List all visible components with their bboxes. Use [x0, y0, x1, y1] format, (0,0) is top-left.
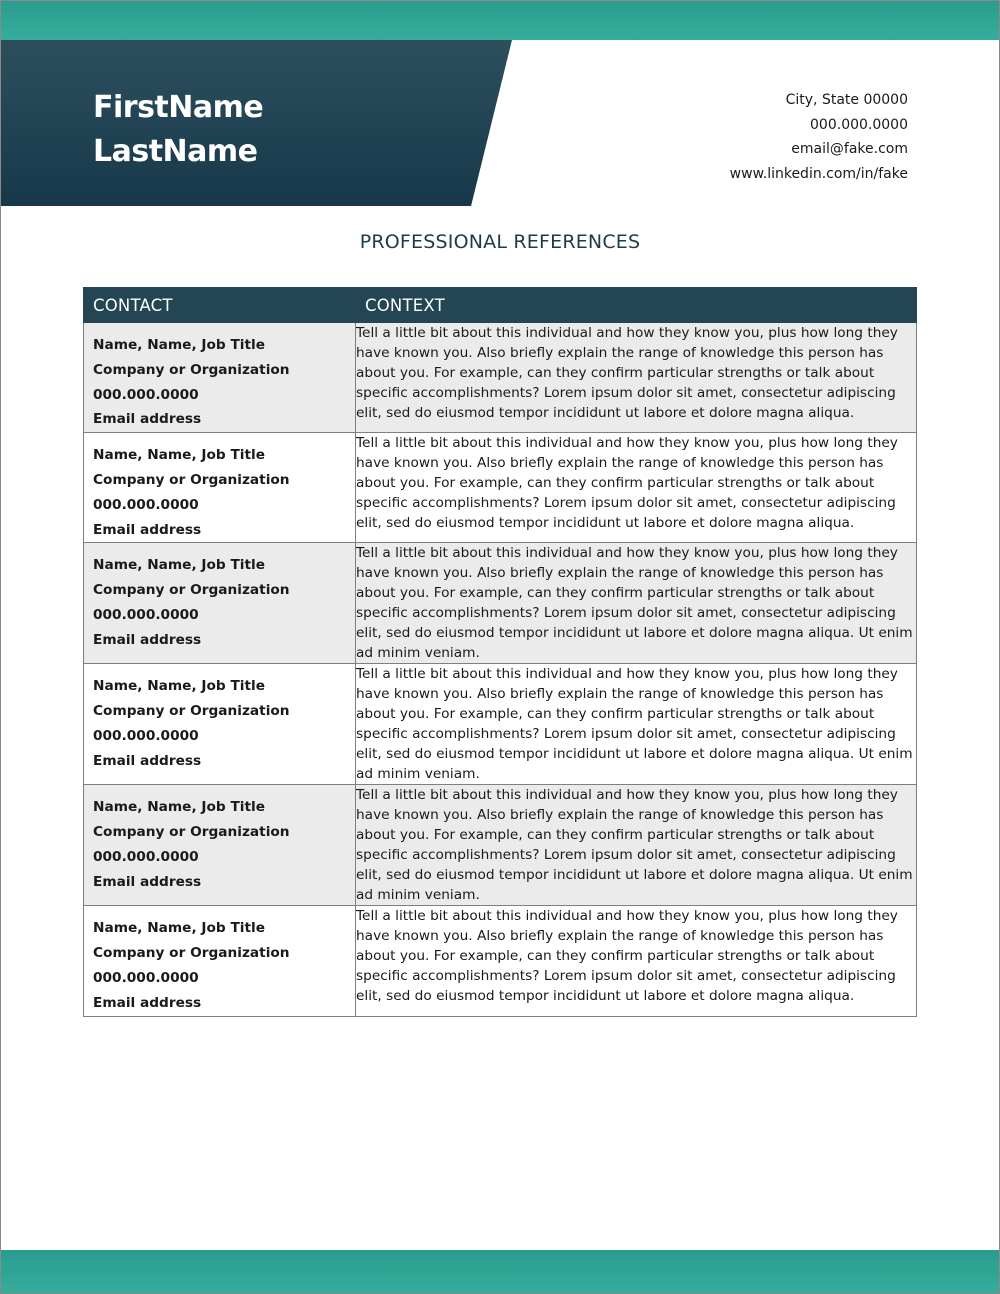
reference-name: Name, Name, Job Title — [93, 557, 266, 574]
reference-name: Name, Name, Job Title — [93, 447, 266, 464]
reference-phone: 000.000.0000 — [93, 496, 199, 513]
reference-email: Email address — [93, 752, 202, 769]
bottom-accent-bar — [0, 1250, 1000, 1294]
context-cell: Tell a little bit about this individual and how they know you, plus how long they have known you. Also briefly explain the range of knowledge this person has about you. For example, can they confirm particular strengths or talk about specific accomplishments? Lorem ipsum dolor sit amet, consectetur adipiscing elit, sed do eiusmod tempor incididunt ut labore et dolore magna aliqua. — [356, 323, 917, 433]
context-cell: Tell a little bit about this individual and how they know you, plus how long they have known you. Also briefly explain the range of knowledge this person has about you. For example, can they confirm particular strengths or talk about specific accomplishments? Lorem ipsum dolor sit amet, consectetur adipiscing elit, sed do eiusmod tempor incididunt ut labore et dolore magna aliqua. Ut enim ad minim veniam. — [356, 543, 917, 664]
page-title: PROFESSIONAL REFERENCES — [359, 231, 641, 253]
reference-phone: 000.000.0000 — [93, 606, 199, 623]
reference-company: Company or Organization — [93, 361, 290, 378]
reference-email: Email address — [93, 994, 202, 1011]
contact-cell — [84, 433, 356, 543]
context-cell: Tell a little bit about this individual and how they know you, plus how long they have known you. Also briefly explain the range of knowledge this person has about you. For example, can they confirm particular strengths or talk about specific accomplishments? Lorem ipsum dolor sit amet, consectetur adipiscing elit, sed do eiusmod tempor incididunt ut labore et dolore magna aliqua. — [356, 433, 917, 543]
city-state: City, State 00000 — [785, 92, 908, 108]
reference-email: Email address — [93, 631, 202, 648]
reference-company: Company or Organization — [93, 582, 290, 599]
reference-company: Company or Organization — [93, 945, 290, 962]
reference-phone: 000.000.0000 — [93, 969, 199, 986]
reference-name: Name, Name, Job Title — [93, 337, 266, 353]
context-cell: Tell a little bit about this individual and how they know you, plus how long they have known you. Also briefly explain the range of knowledge this person has about you. For example, can they confirm particular strengths or talk about specific accomplishments? Lorem ipsum dolor sit amet, consectetur adipiscing elit, sed do eiusmod tempor incididunt ut labore et dolore magna aliqua. Ut enim ad minim veniam. — [356, 785, 917, 906]
reference-name: Name, Name, Job Title — [93, 920, 266, 937]
reference-phone: 000.000.0000 — [93, 848, 199, 865]
table-row — [84, 906, 917, 1016]
table-header-row — [84, 288, 917, 323]
table-row — [84, 543, 917, 664]
last-name: LastName — [93, 134, 258, 169]
table-row — [84, 785, 917, 906]
contact-cell — [84, 906, 356, 1016]
context-cell: Tell a little bit about this individual and how they know you, plus how long they have known you. Also briefly explain the range of knowledge this person has about you. For example, can they confirm particular strengths or talk about specific accomplishments? Lorem ipsum dolor sit amet, consectetur adipiscing elit, sed do eiusmod tempor incididunt ut labore et dolore magna aliqua. — [356, 906, 917, 1016]
reference-phone: 000.000.0000 — [93, 727, 199, 744]
reference-name: Name, Name, Job Title — [93, 678, 266, 695]
contact-cell — [84, 543, 356, 664]
reference-company: Company or Organization — [93, 824, 290, 841]
linkedin-url: www.linkedin.com/in/fake — [729, 166, 908, 183]
reference-email: Email address — [93, 873, 202, 890]
reference-email: Email address — [93, 521, 202, 538]
references-table — [83, 287, 917, 1017]
top-accent-bar — [0, 0, 1000, 40]
table-row — [84, 664, 917, 785]
email-address: email@fake.com — [791, 141, 908, 158]
contact-info — [730, 88, 908, 187]
context-cell: Tell a little bit about this individual and how they know you, plus how long they have known you. Also briefly explain the range of knowledge this person has about you. For example, can they confirm particular strengths or talk about specific accomplishments? Lorem ipsum dolor sit amet, consectetur adipiscing elit, sed do eiusmod tempor incididunt ut labore et dolore magna aliqua. Ut enim ad minim veniam. — [356, 664, 917, 785]
reference-phone: 000.000.0000 — [93, 386, 199, 403]
reference-company: Company or Organization — [93, 471, 290, 488]
contact-cell — [84, 785, 356, 906]
contact-cell — [84, 323, 356, 433]
reference-email: Email address — [93, 411, 202, 428]
table-row — [84, 433, 917, 543]
first-name: FirstName — [93, 90, 264, 125]
contact-cell — [84, 664, 356, 785]
phone-number: 000.000.0000 — [810, 116, 908, 133]
column-header-context: CONTEXT — [356, 288, 917, 323]
table-row — [84, 323, 917, 433]
column-header-contact: CONTACT — [84, 288, 356, 323]
reference-name: Name, Name, Job Title — [93, 799, 266, 816]
reference-company: Company or Organization — [93, 703, 290, 720]
